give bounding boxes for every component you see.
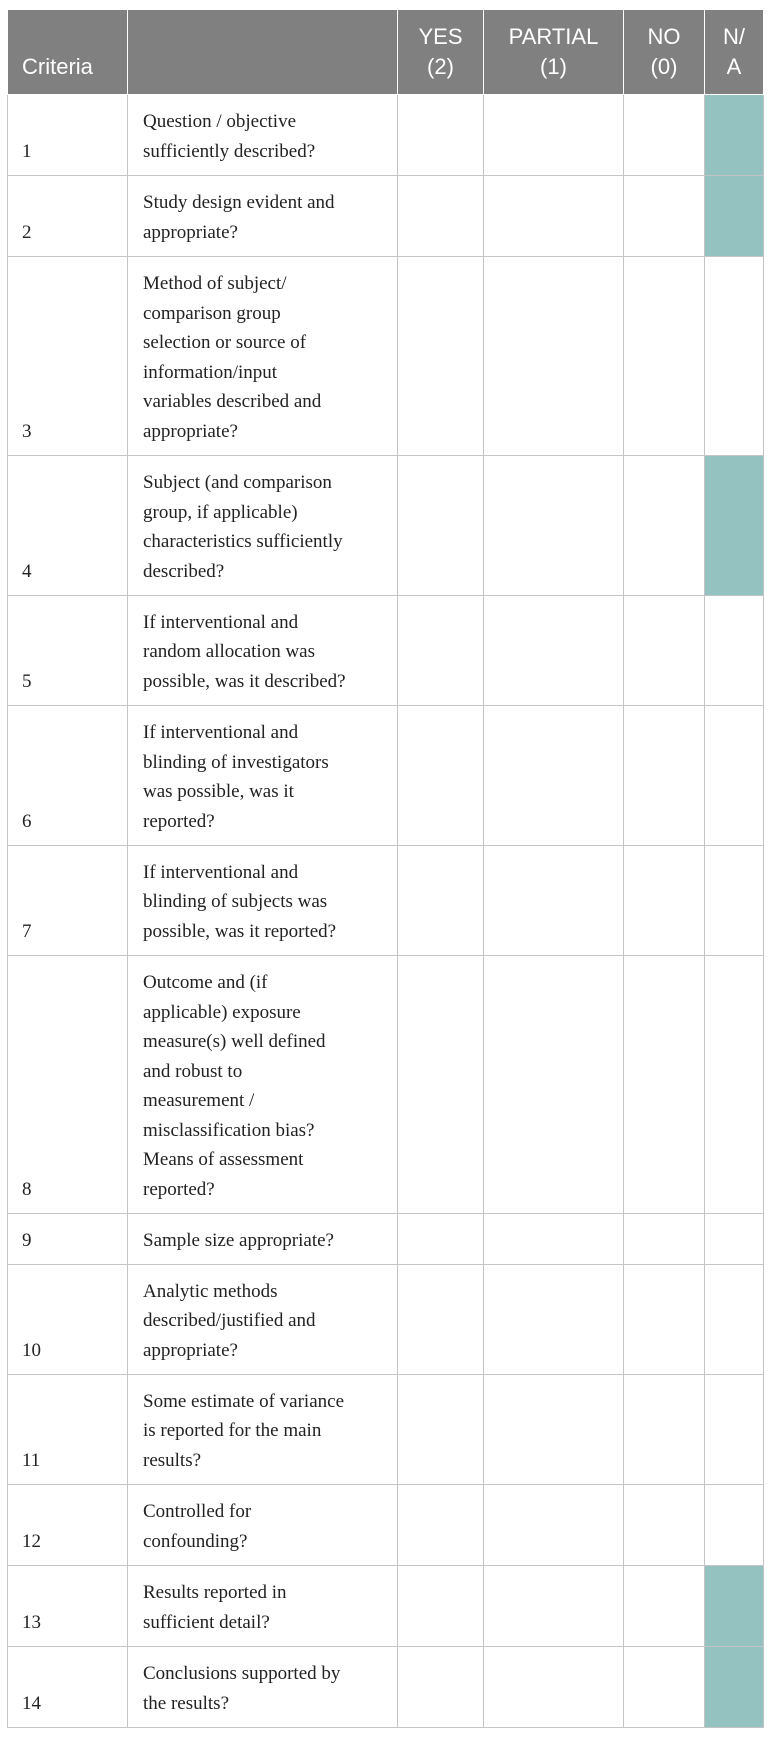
yes-cell[interactable]	[398, 1647, 484, 1728]
na-cell-shaded[interactable]	[705, 1647, 764, 1728]
header-na-part2: A	[726, 54, 742, 79]
question-line: is reported for the main	[143, 1420, 322, 1441]
question-line: and robust to	[143, 1060, 243, 1082]
question-line: selection or source of	[143, 332, 307, 353]
header-yes-label: YES	[418, 24, 463, 49]
partial-cell[interactable]	[484, 846, 624, 956]
na-cell-shaded[interactable]	[705, 176, 764, 257]
yes-cell[interactable]	[398, 1566, 484, 1647]
question-line: group, if applicable)	[143, 501, 298, 523]
table-row	[8, 1647, 764, 1728]
criteria-question	[128, 257, 398, 456]
table-body	[8, 95, 764, 1728]
question-line: reported?	[143, 1178, 215, 1200]
na-cell-shaded[interactable]	[705, 456, 764, 596]
no-cell[interactable]	[624, 257, 705, 456]
question-line: If interventional and	[143, 861, 299, 883]
table-row	[8, 956, 764, 1214]
no-cell[interactable]	[624, 706, 705, 846]
question-line: Subject (and comparison	[143, 472, 332, 493]
header-partial-score: (1)	[540, 54, 567, 79]
question-line: Means of assessment	[143, 1149, 304, 1170]
criteria-question	[128, 596, 398, 706]
question-line: Sample size appropriate?	[143, 1229, 334, 1251]
yes-cell[interactable]	[398, 706, 484, 846]
question-line: Method of subject/	[143, 273, 287, 294]
yes-cell[interactable]	[398, 846, 484, 956]
na-cell[interactable]	[705, 956, 764, 1214]
table-row	[8, 456, 764, 596]
criteria-number: 5	[8, 596, 128, 706]
criteria-question	[128, 1485, 398, 1566]
question-line: applicable) exposure	[143, 1001, 301, 1023]
partial-cell[interactable]	[484, 596, 624, 706]
na-cell[interactable]	[705, 596, 764, 706]
table-row	[8, 706, 764, 846]
header-na-part1: N/	[723, 24, 745, 49]
yes-cell[interactable]	[398, 1265, 484, 1375]
no-cell[interactable]	[624, 1265, 705, 1375]
header-criteria: Criteria	[8, 10, 128, 95]
question-line: random allocation was	[143, 641, 316, 662]
header-na	[705, 10, 764, 95]
partial-cell[interactable]	[484, 257, 624, 456]
question-line: blinding of subjects was	[143, 891, 328, 912]
question-line: Conclusions supported by	[143, 1663, 341, 1684]
question-line: the results?	[143, 1692, 230, 1714]
question-line: confounding?	[143, 1530, 248, 1552]
question-line: measurement /	[143, 1090, 255, 1111]
question-line: described/justified and	[143, 1310, 316, 1331]
question-line: Analytic methods	[143, 1280, 278, 1302]
question-line: Study design evident and	[143, 192, 335, 213]
question-line: results?	[143, 1449, 202, 1471]
no-cell[interactable]	[624, 846, 705, 956]
criteria-number: 3	[8, 257, 128, 456]
criteria-number: 9	[8, 1214, 128, 1265]
criteria-question	[128, 176, 398, 257]
table-row	[8, 1485, 764, 1566]
partial-cell[interactable]	[484, 1375, 624, 1485]
criteria-question	[128, 846, 398, 956]
header-question	[128, 10, 398, 95]
no-cell[interactable]	[624, 596, 705, 706]
question-line: reported?	[143, 810, 215, 832]
criteria-number: 1	[8, 95, 128, 176]
yes-cell[interactable]	[398, 596, 484, 706]
question-line: Controlled for	[143, 1501, 252, 1522]
table-row	[8, 1375, 764, 1485]
question-line: Question / objective	[143, 111, 297, 132]
criteria-number: 10	[8, 1265, 128, 1375]
criteria-question	[128, 456, 398, 596]
question-line: Results reported in	[143, 1582, 287, 1603]
yes-cell[interactable]	[398, 95, 484, 176]
table-header	[8, 10, 764, 95]
na-cell-shaded[interactable]	[705, 1566, 764, 1647]
no-cell[interactable]	[624, 176, 705, 257]
criteria-number: 2	[8, 176, 128, 257]
na-cell[interactable]	[705, 846, 764, 956]
partial-cell[interactable]	[484, 1566, 624, 1647]
question-line: If interventional and	[143, 722, 299, 743]
na-cell-shaded[interactable]	[705, 95, 764, 176]
table-row	[8, 1265, 764, 1375]
header-no-label: NO	[647, 24, 681, 49]
header-partial	[484, 10, 624, 95]
no-cell[interactable]	[624, 956, 705, 1214]
question-line: possible, was it reported?	[143, 920, 337, 942]
partial-cell[interactable]	[484, 456, 624, 596]
na-cell[interactable]	[705, 1265, 764, 1375]
criteria-number: 12	[8, 1485, 128, 1566]
partial-cell[interactable]	[484, 706, 624, 846]
no-cell[interactable]	[624, 1566, 705, 1647]
header-yes	[398, 10, 484, 95]
table-row	[8, 1566, 764, 1647]
question-line: comparison group	[143, 302, 281, 324]
criteria-question	[128, 1214, 398, 1265]
header-no	[624, 10, 705, 95]
criteria-question	[128, 1265, 398, 1375]
criteria-number: 6	[8, 706, 128, 846]
question-line: sufficient detail?	[143, 1611, 270, 1633]
table-row	[8, 846, 764, 956]
partial-cell[interactable]	[484, 176, 624, 257]
table-row	[8, 1214, 764, 1265]
no-cell[interactable]	[624, 95, 705, 176]
criteria-number: 11	[8, 1375, 128, 1485]
criteria-question	[128, 956, 398, 1214]
yes-cell[interactable]	[398, 1485, 484, 1566]
criteria-number: 8	[8, 956, 128, 1214]
question-line: appropriate?	[143, 1339, 238, 1361]
na-cell[interactable]	[705, 257, 764, 456]
criteria-question	[128, 706, 398, 846]
yes-cell[interactable]	[398, 1214, 484, 1265]
question-line: measure(s) well defined	[143, 1031, 326, 1052]
question-line: Outcome and (if	[143, 972, 268, 993]
partial-cell[interactable]	[484, 1214, 624, 1265]
question-line: was possible, was it	[143, 781, 294, 802]
table-row	[8, 257, 764, 456]
quality-assessment-table	[7, 9, 764, 1728]
header-partial-label: PARTIAL	[508, 24, 599, 49]
criteria-number: 13	[8, 1566, 128, 1647]
yes-cell[interactable]	[398, 956, 484, 1214]
partial-cell[interactable]	[484, 95, 624, 176]
criteria-question	[128, 1375, 398, 1485]
question-line: appropriate?	[143, 221, 238, 243]
no-cell[interactable]	[624, 1485, 705, 1566]
na-cell[interactable]	[705, 1214, 764, 1265]
header-no-score: (0)	[650, 54, 678, 79]
no-cell[interactable]	[624, 1647, 705, 1728]
question-line: If interventional and	[143, 611, 299, 633]
yes-cell[interactable]	[398, 257, 484, 456]
na-cell[interactable]	[705, 706, 764, 846]
yes-cell[interactable]	[398, 176, 484, 257]
question-line: appropriate?	[143, 420, 238, 442]
table-row	[8, 176, 764, 257]
criteria-question	[128, 1566, 398, 1647]
na-cell[interactable]	[705, 1485, 764, 1566]
table-row	[8, 95, 764, 176]
criteria-number: 7	[8, 846, 128, 956]
partial-cell[interactable]	[484, 956, 624, 1214]
table-row	[8, 596, 764, 706]
yes-cell[interactable]	[398, 456, 484, 596]
partial-cell[interactable]	[484, 1647, 624, 1728]
criteria-number: 14	[8, 1647, 128, 1728]
question-line: information/input	[143, 361, 278, 383]
partial-cell[interactable]	[484, 1265, 624, 1375]
question-line: variables described and	[143, 391, 322, 412]
no-cell[interactable]	[624, 1214, 705, 1265]
na-cell[interactable]	[705, 1375, 764, 1485]
question-line: described?	[143, 560, 225, 582]
no-cell[interactable]	[624, 456, 705, 596]
no-cell[interactable]	[624, 1375, 705, 1485]
question-line: possible, was it described?	[143, 670, 346, 692]
partial-cell[interactable]	[484, 1485, 624, 1566]
question-line: misclassification bias?	[143, 1119, 315, 1141]
quality-assessment-table-wrapper	[7, 9, 763, 1728]
question-line: Some estimate of variance	[143, 1390, 345, 1412]
question-line: characteristics sufficiently	[143, 531, 343, 552]
criteria-number: 4	[8, 456, 128, 596]
criteria-question	[128, 1647, 398, 1728]
header-row	[8, 10, 764, 95]
question-line: blinding of investigators	[143, 751, 329, 773]
question-line: sufficiently described?	[143, 140, 316, 162]
criteria-question	[128, 95, 398, 176]
yes-cell[interactable]	[398, 1375, 484, 1485]
header-yes-score: (2)	[427, 54, 454, 79]
